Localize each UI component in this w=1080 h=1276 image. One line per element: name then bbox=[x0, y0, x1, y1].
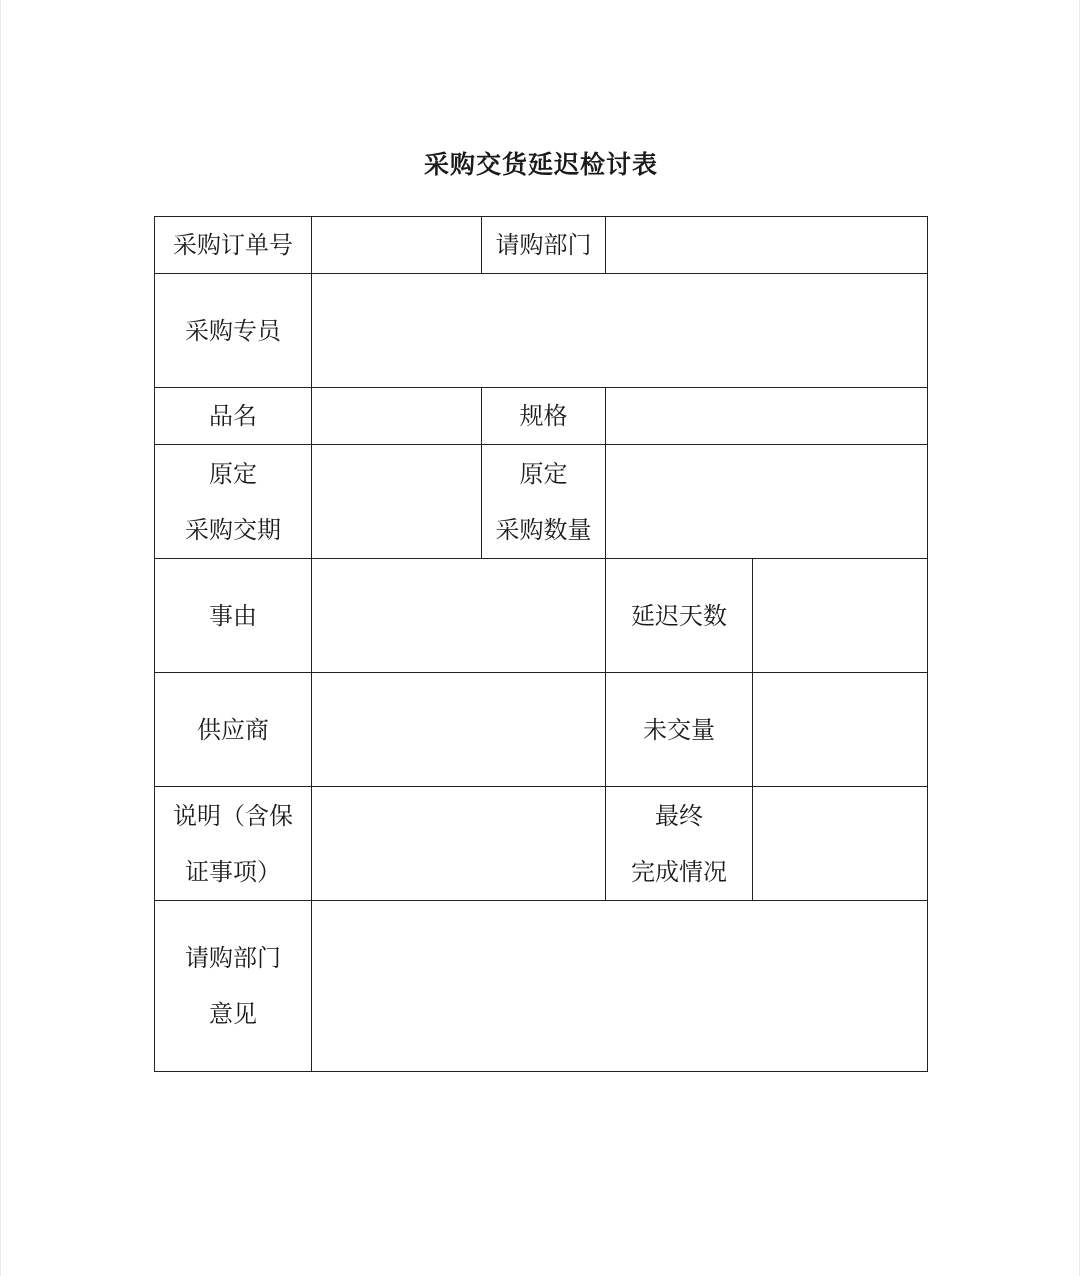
req-dept-field[interactable] bbox=[606, 217, 928, 274]
table-row bbox=[155, 559, 928, 673]
dept-opinion-field[interactable] bbox=[312, 901, 928, 1072]
orig-date-label: 原定 采购交期 bbox=[155, 445, 312, 559]
table-row bbox=[155, 787, 928, 901]
supplier-field[interactable] bbox=[312, 673, 606, 787]
delay-days-label: 延迟天数 bbox=[606, 559, 753, 673]
table-row bbox=[155, 901, 928, 1072]
delay-days-field[interactable] bbox=[753, 559, 928, 673]
buyer-label: 采购专员 bbox=[155, 274, 312, 388]
undelivered-label: 未交量 bbox=[606, 673, 753, 787]
buyer-field[interactable] bbox=[312, 274, 928, 388]
order-no-field[interactable] bbox=[312, 217, 482, 274]
item-name-label: 品名 bbox=[155, 388, 312, 445]
table-row bbox=[155, 274, 928, 388]
orig-qty-field[interactable] bbox=[606, 445, 928, 559]
spec-field[interactable] bbox=[606, 388, 928, 445]
table-row bbox=[155, 673, 928, 787]
table-row bbox=[155, 388, 928, 445]
table-row bbox=[155, 445, 928, 559]
document-title: 采购交货延迟检讨表 bbox=[423, 150, 658, 179]
supplier-label: 供应商 bbox=[155, 673, 312, 787]
table-row bbox=[155, 217, 928, 274]
final-status-field[interactable] bbox=[753, 787, 928, 901]
reason-label: 事由 bbox=[155, 559, 312, 673]
item-name-field[interactable] bbox=[312, 388, 482, 445]
remark-label: 说明（含保 证事项） bbox=[155, 787, 312, 901]
order-no-label: 采购订单号 bbox=[155, 217, 312, 274]
delay-review-form bbox=[154, 216, 928, 1072]
dept-opinion-label: 请购部门 意见 bbox=[155, 901, 312, 1072]
spec-label: 规格 bbox=[482, 388, 606, 445]
reason-field[interactable] bbox=[312, 559, 606, 673]
undelivered-field[interactable] bbox=[753, 673, 928, 787]
orig-date-field[interactable] bbox=[312, 445, 482, 559]
req-dept-label: 请购部门 bbox=[482, 217, 606, 274]
final-status-label: 最终 完成情况 bbox=[606, 787, 753, 901]
remark-field[interactable] bbox=[312, 787, 606, 901]
orig-qty-label: 原定 采购数量 bbox=[482, 445, 606, 559]
